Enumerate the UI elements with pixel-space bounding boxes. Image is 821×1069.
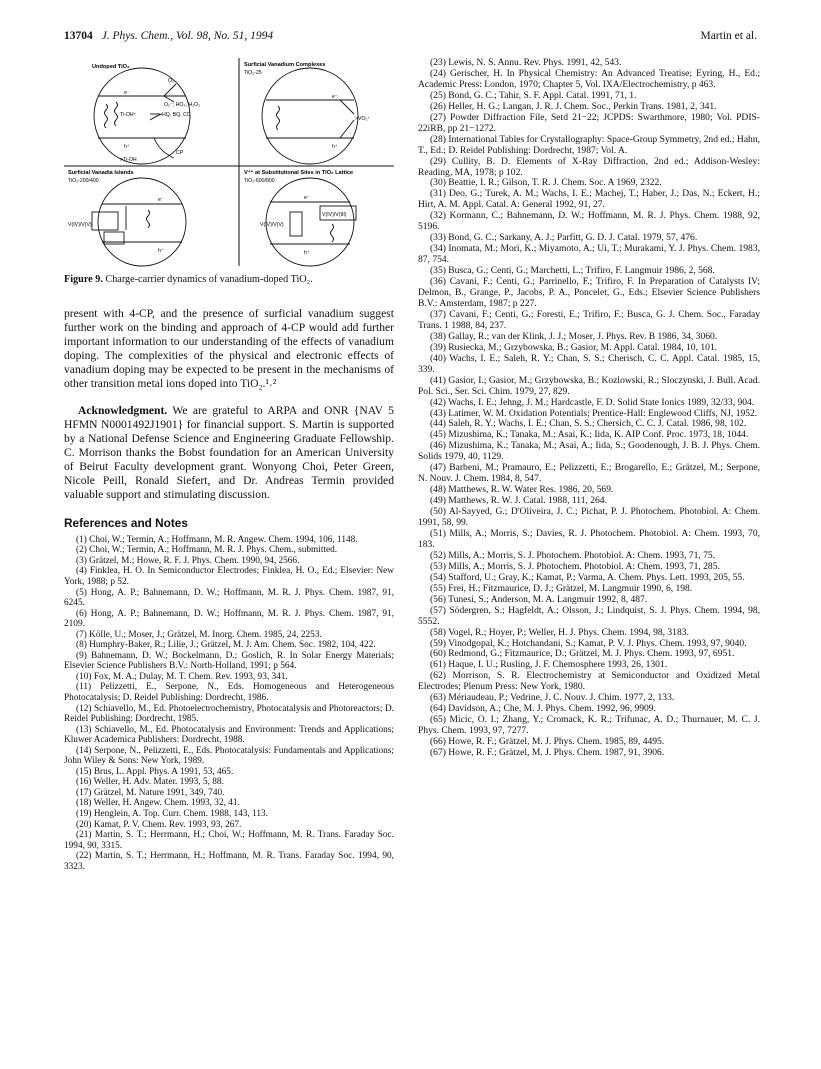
reference-entry: (10) Fox, M. A.; Dulay, M. T. Chem. Rev. 1993, 93, 341.	[76, 671, 288, 682]
reference-entry: (50) Al-Sayyed, G.; D'Oliveira, J. C.; Pichat, P. J. Photochem. Photobiol. A: Chem. 1991, 58, 99.	[418, 506, 760, 529]
reference-entry: (20) Kamat, P. V. Chem. Rev. 1993, 93, 267.	[76, 819, 242, 830]
panel-a-label-tioh: Ti-OH⁺	[120, 112, 137, 118]
panel-d-hole: h⁺	[304, 250, 310, 256]
figure-9	[64, 58, 394, 268]
reference-entry: (11) Pelizzetti, E., Serpone, N., Eds. Homogeneous and Heterogeneous Photocatalysis; D. Reidel Publishing: Dordrecht, 1986.	[64, 682, 394, 703]
reference-entry: (1) Choi, W.; Termin, A.; Hoffmann, M. R. Angew. Chem. 1994, 106, 1148.	[76, 534, 358, 545]
panel-a-label-tioh-surface: >Ti-OH	[120, 157, 137, 163]
reference-entry: (48) Matthews, R. W. Water Res. 1986, 20, 569.	[430, 484, 614, 496]
panel-c-label-v: V(IV)/V(V)	[68, 222, 92, 228]
panel-b-hole: h⁺	[332, 144, 338, 150]
reference-entry: (28) International Tables for Crystallography: Space-Group Symmetry, 2nd ed.; Hahn, T., Ed.; D. Reidel Publishing: Dordrecht, 1987; Vol. A.	[418, 133, 760, 156]
reference-entry: (31) Deo, G.; Turek, A. M.; Wachs, I. E.; Machej, T.; Haber, J.; Das, N.; Eckert, H.; Hirt, A. M. Appl. Catal. A: General 1992, 91, 27.	[418, 188, 760, 211]
references-list-left	[64, 535, 394, 873]
reference-entry: (33) Bond, G. C.; Sarkany, A. J.; Parfitt, G. D. J. Catal. 1979, 57, 476.	[430, 232, 698, 244]
panel-a-label-superoxide: O₂⁻; HO₂, H₂O₂	[164, 102, 201, 108]
reference-entry: (66) Howe, R. F.; Grätzel, M. J. Phys. Chem. 1985, 89, 4495.	[430, 736, 665, 748]
page-number: 13704	[64, 30, 93, 42]
reference-entry: (46) Mizushima, K.; Tanaka, M.; Asai, A.; Iida, S.; Goodenough, J. B. J. Phys. Chem. Solids 1979, 40, 1129.	[418, 440, 760, 463]
panel-c-hole: h⁺	[158, 248, 164, 254]
reference-entry: (63) Mériaudeau, P.; Vedrine, J. C. Nouv. J. Chim. 1977, 2, 133.	[430, 692, 675, 704]
reference-entry: (39) Rusiecka, M.; Grzybowska, B.; Gasior, M. Appl. Catal. 1984, 10, 101.	[430, 341, 718, 353]
reference-entry: (2) Choi, W.; Termin, A.; Hoffmann, M. R. J. Phys. Chem., submitted.	[76, 545, 338, 556]
reference-entry: (24) Gerischer, H. In Physical Chemistry: An Advanced Treatise; Eyring, H., Ed.; Academic Press: London, 1970; Chapter 5, Vol. IXA/Electrochemistry, p 463.	[418, 67, 760, 90]
figure-9-diagram	[64, 58, 394, 268]
figure-caption-label: Figure 9.	[64, 274, 103, 285]
reference-entry: (56) Tunesi, S.; Anderson, M. A. Langmuir 1992, 8, 487.	[430, 593, 648, 605]
reference-entry: (52) Mills, A.; Morris, S. J. Photochem. Photobiol. A: Chem. 1993, 71, 75.	[430, 549, 716, 561]
reference-entry: (53) Mills, A.; Morris, S. J. Photochem. Photobiol. A: Chem. 1993, 71, 285.	[430, 560, 720, 572]
panel-d-subtitle: TiO₂-600/800	[244, 178, 275, 184]
reference-entry: (7) Kölle, U.; Moser, J.; Grätzel, M. Inorg. Chem. 1985, 24, 2253.	[76, 629, 322, 640]
panel-b-label-vo2: >VO₂⁺	[355, 116, 371, 122]
reference-entry: (54) Stafford, U.; Gray, K.; Kamat, P.; Varma, A. Chem. Phys. Lett. 1993, 205, 55.	[430, 571, 745, 583]
reference-entry: (59) Vinodgopal, K.; Hotchandani, S.; Kamat, P. V. J. Phys. Chem. 1993, 97, 9040.	[430, 637, 747, 649]
acknowledgment	[64, 404, 394, 501]
panel-d-label-viii: V(IV)/V(III)	[322, 212, 347, 218]
panel-a-title: Undoped TiO₂	[92, 64, 130, 70]
reference-entry: (43) Latimer, W. M. Oxidation Potentials; Prentice-Hall: Englewood Cliffs, NJ, 1952.	[430, 407, 758, 419]
reference-entry: (26) Heller, H. G.; Langan, J. R. J. Chem. Soc., Perkin Trans. 1981, 2, 341.	[430, 100, 717, 112]
reference-entry: (45) Mizushima, K.; Tanaka, M.; Asai, K.; Iida, K. AIP Conf. Proc. 1973, 18, 1044.	[430, 429, 749, 441]
reference-entry: (36) Cavani, F.; Centi, G.; Parrinello, F.; Trifiro, F. In Preparation of Catalysts IV; Delmon, B., Grange, P., Jacobs, P. A., Poncelet, G., Eds.; Elsevier Science Publishers B.V.: Amsterdam, 1987; p 227.	[418, 276, 760, 309]
reference-entry: (42) Wachs, I. E.; Jehng, J. M.; Hardcastle, F. D. Solid State Ionics 1989, 32/33, 904.	[430, 396, 755, 408]
reference-entry: (19) Henglein, A. Top. Curr. Chem. 1988, 143, 113.	[76, 809, 268, 819]
reference-entry: (67) Howe, R. F.; Grätzel, M. J. Phys. Chem. 1987, 91, 3906.	[430, 747, 665, 759]
reference-entry: (35) Busca, G.; Centi, G.; Marchetti, L.; Trifiro, F. Langmuir 1986, 2, 568.	[430, 265, 715, 277]
right-column	[418, 58, 760, 759]
reference-entry: (9) Bahnemann, D. W.; Bockelmann, D.; Goslich, R. In Solar Energy Materials; Elsevier Science Publishers B.V.: North-Holland, 1991; p 564.	[64, 650, 394, 672]
reference-entry: (44) Saleh, R. Y.; Wachs, I. E.; Chan, S. S.; Chersich, C. C. J. Catal. 1986, 98, 102.	[430, 418, 747, 430]
reference-entry: (8) Humphry-Baker, R.; Lilie, J.; Grätzel, M. J. Am. Chem. Soc. 1982, 104, 422.	[76, 640, 376, 651]
reference-entry: (41) Gasior, I.; Gasior, M.; Grzybowska, B.; Kozlowski, R.; Sloczynski, J. Bull. Acad. Pol. Sci., Ser. Sci. Chim. 1979, 27, 829.	[418, 374, 760, 397]
reference-entry: (29) Cullity, B. D. Elements of X-Ray Diffraction, 2nd ed.; Addison-Wesley: Reading, MA, 1978; p 102.	[418, 155, 760, 178]
reference-entry: (25) Bond, G. C.; Tahir, S. F. Appl. Catal. 1991, 71, 1.	[430, 89, 637, 101]
left-column	[64, 58, 394, 872]
panel-d-electron: e⁻	[304, 195, 310, 201]
figure-caption-text: Charge-carrier dynamics of vanadium-doped TiO₂.	[105, 274, 313, 285]
reference-entry: (64) Davidson, A.; Che, M. J. Phys. Chem. 1992, 96, 9909.	[430, 703, 656, 715]
reference-entry: (62) Morrison, S. R. Electrochemistry at Semiconductor and Oxidized Metal Electrodes; Plenum Press: New York, 1980.	[418, 670, 760, 693]
reference-entry: (21) Martin, S. T.; Herrmann, H.; Choi, W.; Hoffmann, M. R. Trans. Faraday Soc. 1994, 90, 3315.	[64, 830, 394, 851]
reference-entry: (51) Mills, A.; Morris, S.; Davies, R. J. Photochem. Photobiol. A: Chem. 1993, 70, 183.	[418, 527, 760, 550]
reference-entry: (34) Inomata, M.; Mori, K.; Miyamoto, A.; Ui, T.; Murakami, Y. J. Phys. Chem. 1983, 87, 754.	[418, 243, 760, 266]
reference-entry: (16) Weller, H. Adv. Mater. 1993, 5, 88.	[76, 777, 224, 788]
reference-entry: (55) Frei, H.; Fitzmaurice, D. J.; Grätzel, M. Langmuir 1990, 6, 198.	[430, 582, 693, 594]
reference-entry: (38) Gallay, R.; van der Klink, J. J.; Moser, J. Phys. Rev. B 1986, 34, 3060.	[430, 330, 718, 342]
figure-caption	[64, 274, 394, 285]
reference-entry: (32) Kormann, C.; Bahnemann, D. W.; Hoffmann, M. R. J. Phys. Chem. 1988, 92, 5196.	[418, 210, 760, 233]
panel-a-label-cp: CP	[176, 150, 184, 156]
running-header	[64, 30, 757, 46]
reference-entry: (47) Barbeni, M.; Pramauro, E.; Pelizzetti, E.; Brogarello, E.; Grätzel, M.; Serpone, N. Nouv. J. Chem. 1984, 8, 547.	[418, 462, 760, 485]
reference-entry: (23) Lewis, N. S. Annu. Rev. Phys. 1991, 42, 543.	[430, 57, 622, 68]
reference-entry: (30) Beattie, I. R.; Gilson, T. R. J. Chem. Soc. A 1969, 2322.	[430, 177, 662, 189]
acknowledgment-text: We are grateful to ARPA and ONR {NAV 5 HFMN N0001492J1901} for financial support. S. Martin is supported by a National Defense Science and Engineering Graduate Fellowship. C. Morrison thanks the Bobst foundation for an American University of Beirut Faculty development grant. Wonyong Choi, Peter Green, Nicole Peill, Ronald Siefert, and Dr. Andreas Termin provided valuable support and stimulating discussion.	[64, 404, 394, 501]
reference-entry: (27) Powder Diffraction File, Setd 21−22; JCPDS: Swarthmore, 1980; Vol. PDIS-22iRB, pp 21−1272.	[418, 111, 760, 134]
reference-entry: (61) Haque, I. U.; Rusling, J. F. Chemosphere 1993, 26, 1301.	[430, 659, 668, 671]
reference-entry: (17) Grätzel, M. Nature 1991, 349, 740.	[76, 787, 225, 798]
reference-entry: (22) Martin, S. T.; Herrmann, H.; Hoffmann, M. R. Trans. Faraday Soc. 1994, 90, 3323.	[64, 851, 394, 872]
reference-entry: (58) Vogel, R.; Hoyer, P.; Weller, H. J. Phys. Chem. 1994, 98, 3183.	[430, 626, 689, 638]
acknowledgment-label: Acknowledgment.	[78, 404, 168, 418]
reference-entry: (5) Hong, A. P.; Bahnemann, D. W.; Hoffmann, M. R. J. Phys. Chem. 1987, 91, 6245.	[64, 587, 394, 609]
reference-entry: (15) Brus, L. Appl. Phys. A 1991, 53, 465.	[76, 766, 234, 777]
reference-entry: (57) Södergren, S.; Hagfeldt, A.; Olsson, J.; Lindquist, S. J. Phys. Chem. 1994, 98, 5552.	[418, 604, 760, 627]
panel-a-label-o2: O₂	[168, 78, 175, 84]
reference-entry: (14) Serpone, N., Pelizzetti, E., Eds. Photocatalysis: Fundamentals and Applications; John Wiley & Sons: New York, 1989.	[64, 745, 394, 767]
panel-b-electron: e⁻	[332, 94, 338, 100]
panel-c-title: Surficial Vanadia Islands	[68, 170, 134, 176]
reference-entry: (65) Micic, O. I.; Zhang, Y.; Cromack, K. R.; Trifunac, A. D.; Thurnauer, M. C. J. Phys. Chem. 1993, 97, 7277.	[418, 714, 760, 737]
references-heading: References and Notes	[64, 515, 188, 530]
reference-entry: (12) Schiavello, M., Ed. Photoelectrochemistry, Photocatalysis and Photoreactors; D. Reidel Publishing: Dordrecht, 1985.	[64, 703, 394, 725]
running-authors: Martin et al.	[700, 30, 757, 42]
panel-a-hole: h⁺	[124, 144, 130, 150]
reference-entry: (37) Cavani, F.; Centi, G.; Foresti, E.; Trifiro, F.; Busca, G. J. Chem. Soc., Faraday Trans. 1 1988, 84, 237.	[418, 308, 760, 331]
reference-entry: (6) Hong, A. P.; Bahnemann, D. W.; Hoffmann, M. R. J. Phys. Chem. 1987, 91, 2109.	[64, 608, 394, 630]
panel-b-title: Surficial Vanadium Complexes	[244, 62, 326, 68]
panel-a-electron: e⁻	[124, 90, 130, 96]
panel-c-subtitle: TiO₂-200/400	[68, 178, 99, 184]
reference-entry: (60) Redmond, G.; Fitzmaurice, D.; Grätzel, M. J. Phys. Chem. 1993, 97, 6951.	[430, 648, 735, 660]
reference-entry: (4) Finklea, H. O. In Semiconductor Electrodes; Finklea, H. O., Ed.; Elsevier: New York, 1988; p 52.	[64, 566, 394, 587]
panel-d-label-vv: V(IV)/V(V)	[260, 222, 284, 228]
reference-entry: (18) Weller, H. Angew. Chem. 1993, 32, 41.	[76, 798, 240, 809]
panel-a-label-hq: HQ, BQ, CC	[162, 112, 191, 118]
reference-entry: (40) Wachs, I. E.; Saleh, R. Y.; Chan, S. S.; Cherisch, C. C. Appl. Catal. 1985, 15, 339.	[418, 352, 760, 375]
references-list-right	[418, 58, 760, 759]
reference-entry: (3) Grätzel, M.; Howe, R. F. J. Phys. Chem. 1990, 94, 2566.	[76, 555, 300, 566]
reference-entry: (49) Matthews, R. W. J. Catal. 1988, 111, 264.	[430, 495, 607, 507]
panel-c-electron: e⁻	[158, 197, 164, 203]
panel-b-subtitle: TiO₂-25	[244, 70, 262, 76]
panel-d-title: V⁴⁺ at Substitutional Sites in TiO₂ Lattice	[244, 170, 354, 176]
particle-c	[98, 178, 186, 266]
reference-entry: (13) Schiavello, M., Ed. Photocatalysis and Environment: Trends and Applications; Kluwer Academica Publishers: Dordrecht, 1988.	[64, 724, 394, 746]
body-paragraph: present with 4-CP, and the presence of surficial vanadium suggest further work on the binding and approach of 4-CP would add further important information to our understanding of the effects of vanadium doping. The complexities of the physical and electronic effects of vanadium doping may be expected to be present in the mechanisms of other transition metal ions doped into TiO₂.¹˒²	[64, 307, 394, 390]
journal-citation: J. Phys. Chem., Vol. 98, No. 51, 1994	[101, 30, 274, 42]
